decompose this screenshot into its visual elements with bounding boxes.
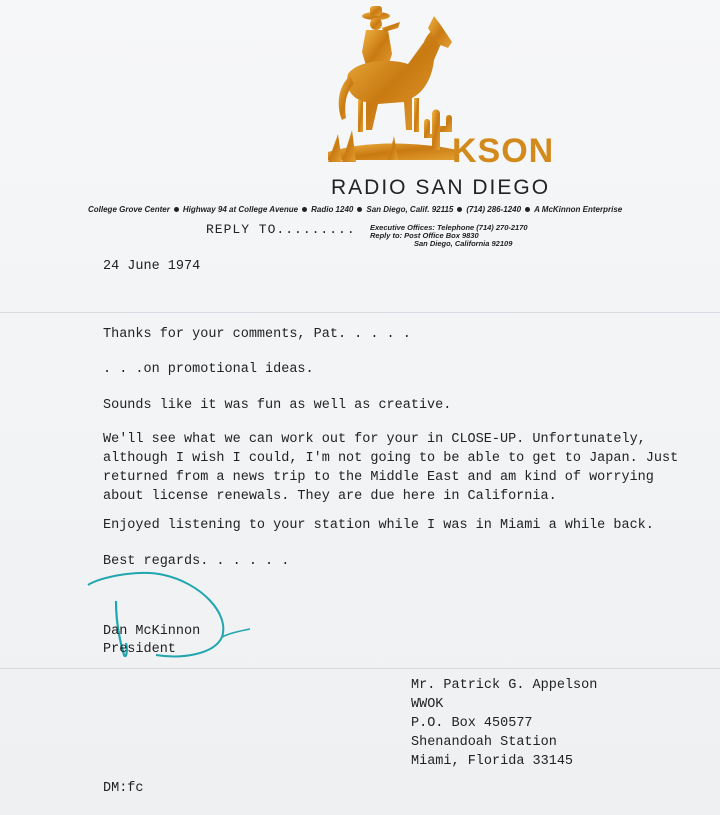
exec-line: Reply to: Post Office Box 9830 [370,231,479,240]
paragraph-line: about license renewals. They are due here in California. [103,489,557,504]
paragraph-3: Sounds like it was fun as well as creative. [103,398,452,413]
reply-to-label: REPLY TO......... [206,222,356,237]
bullet-icon [302,207,307,212]
paragraph-5: Enjoyed listening to your station while I was in Miami a while back. [103,518,654,533]
executive-offices [370,224,528,248]
fold-line [0,668,720,669]
paragraph-1: Thanks for your comments, Pat. . . . . [103,327,411,342]
signer-name: Dan McKinnon [103,624,201,639]
recipient-line: Miami, Florida 33145 [411,754,574,769]
address-part: College Grove Center [88,205,170,214]
address-part: (714) 286-1240 [466,205,522,214]
paragraph-2: . . .on promotional ideas. [103,362,314,377]
letter-date: 24 June 1974 [103,259,201,274]
reference-initials: DM:fc [103,781,144,796]
signer-title: President [103,642,176,657]
address-part: Radio 1240 [311,205,354,214]
bullet-icon [174,207,179,212]
recipient-address [411,676,597,771]
paragraph-line: although I wish I could, I'm not going to be able to get to Japan. Just [103,451,679,466]
recipient-line: WWOK [411,697,444,712]
bullet-icon [525,207,530,212]
fold-line [0,312,720,313]
paragraph-line: returned from a news trip to the Middle East and am kind of worrying [103,470,654,485]
paragraph-line: We'll see what we can work out for your in CLOSE-UP. Unfortunately, [103,432,646,447]
address-part: San Diego, Calif. 92115 [366,205,454,214]
recipient-line: Mr. Patrick G. Appelson [411,678,598,693]
address-part: A McKinnon Enterprise [534,205,623,214]
bullet-icon [457,207,462,212]
closing: Best regards. . . . . . [103,554,290,569]
recipient-line: Shenandoah Station [411,735,557,750]
tagline: RADIO SAN DIEGO [331,176,551,199]
bullet-icon [357,207,362,212]
paragraph-4 [103,430,678,506]
recipient-line: P.O. Box 450577 [411,716,533,731]
address-part: Highway 94 at College Avenue [182,205,299,214]
exec-line: San Diego, California 92109 [414,239,513,248]
address-line [88,205,622,214]
brand-name: KSON [452,132,555,170]
exec-line: Executive Offices: Telephone (714) 270-2170 [370,223,528,232]
